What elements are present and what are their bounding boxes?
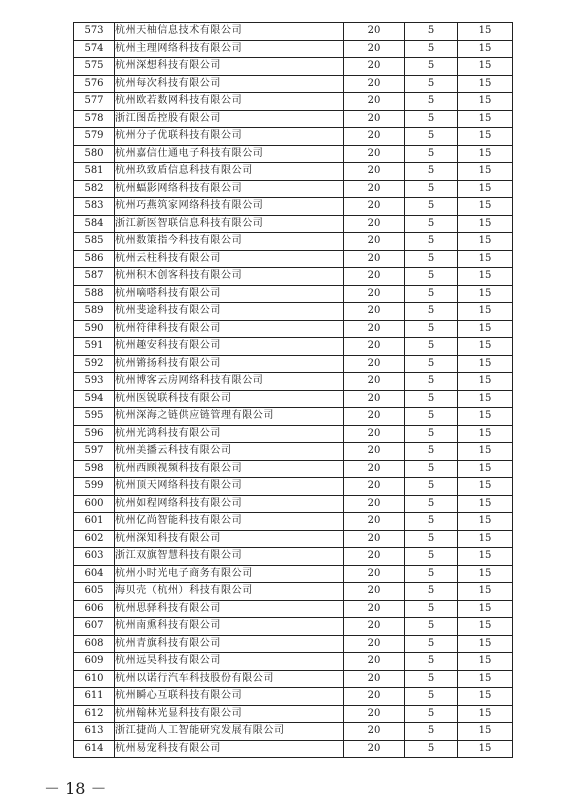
value-a: 20 bbox=[344, 320, 405, 338]
row-number: 573 bbox=[74, 23, 115, 41]
value-b: 5 bbox=[405, 233, 458, 251]
company-name: 海贝壳（杭州）科技有限公司 bbox=[115, 583, 344, 601]
row-number: 603 bbox=[74, 548, 115, 566]
value-a: 20 bbox=[344, 635, 405, 653]
row-number: 574 bbox=[74, 40, 115, 58]
value-b: 5 bbox=[405, 495, 458, 513]
table-row bbox=[74, 495, 513, 513]
value-a: 20 bbox=[344, 495, 405, 513]
row-number: 597 bbox=[74, 443, 115, 461]
table-row bbox=[74, 688, 513, 706]
row-number: 590 bbox=[74, 320, 115, 338]
value-b: 5 bbox=[405, 40, 458, 58]
value-b: 5 bbox=[405, 303, 458, 321]
company-name: 杭州蝠影网络科技有限公司 bbox=[115, 180, 344, 198]
value-a: 20 bbox=[344, 723, 405, 741]
value-b: 5 bbox=[405, 338, 458, 356]
table-row bbox=[74, 110, 513, 128]
value-a: 20 bbox=[344, 565, 405, 583]
table-row bbox=[74, 23, 513, 41]
row-number: 610 bbox=[74, 670, 115, 688]
value-a: 20 bbox=[344, 215, 405, 233]
value-b: 5 bbox=[405, 285, 458, 303]
row-number: 611 bbox=[74, 688, 115, 706]
value-a: 20 bbox=[344, 198, 405, 216]
value-c: 15 bbox=[458, 215, 513, 233]
table-row bbox=[74, 443, 513, 461]
company-name: 杭州远昊科技有限公司 bbox=[115, 653, 344, 671]
value-b: 5 bbox=[405, 460, 458, 478]
row-number: 606 bbox=[74, 600, 115, 618]
value-a: 20 bbox=[344, 233, 405, 251]
table-row bbox=[74, 705, 513, 723]
company-name: 浙江双旗智慧科技有限公司 bbox=[115, 548, 344, 566]
table-row bbox=[74, 635, 513, 653]
value-c: 15 bbox=[458, 250, 513, 268]
company-name: 杭州数策指今科技有限公司 bbox=[115, 233, 344, 251]
value-b: 5 bbox=[405, 268, 458, 286]
value-c: 15 bbox=[458, 530, 513, 548]
row-number: 609 bbox=[74, 653, 115, 671]
value-c: 15 bbox=[458, 513, 513, 531]
table-row bbox=[74, 145, 513, 163]
value-c: 15 bbox=[458, 285, 513, 303]
value-c: 15 bbox=[458, 618, 513, 636]
value-a: 20 bbox=[344, 338, 405, 356]
row-number: 592 bbox=[74, 355, 115, 373]
value-c: 15 bbox=[458, 338, 513, 356]
table-row bbox=[74, 250, 513, 268]
table-row bbox=[74, 285, 513, 303]
value-a: 20 bbox=[344, 110, 405, 128]
value-b: 5 bbox=[405, 740, 458, 758]
row-number: 594 bbox=[74, 390, 115, 408]
value-b: 5 bbox=[405, 723, 458, 741]
value-a: 20 bbox=[344, 373, 405, 391]
company-table bbox=[73, 22, 513, 758]
company-name: 杭州思驿科技有限公司 bbox=[115, 600, 344, 618]
table-row bbox=[74, 75, 513, 93]
row-number: 601 bbox=[74, 513, 115, 531]
value-c: 15 bbox=[458, 145, 513, 163]
value-a: 20 bbox=[344, 478, 405, 496]
company-name: 杭州每次科技有限公司 bbox=[115, 75, 344, 93]
company-name: 杭州锵扬科技有限公司 bbox=[115, 355, 344, 373]
row-number: 575 bbox=[74, 58, 115, 76]
value-c: 15 bbox=[458, 688, 513, 706]
value-a: 20 bbox=[344, 303, 405, 321]
table-row bbox=[74, 215, 513, 233]
company-name: 杭州嘀嗒科技有限公司 bbox=[115, 285, 344, 303]
value-a: 20 bbox=[344, 443, 405, 461]
table-row bbox=[74, 180, 513, 198]
row-number: 600 bbox=[74, 495, 115, 513]
row-number: 602 bbox=[74, 530, 115, 548]
row-number: 614 bbox=[74, 740, 115, 758]
value-b: 5 bbox=[405, 618, 458, 636]
row-number: 591 bbox=[74, 338, 115, 356]
company-name: 杭州如程网络科技有限公司 bbox=[115, 495, 344, 513]
value-a: 20 bbox=[344, 390, 405, 408]
value-a: 20 bbox=[344, 355, 405, 373]
row-number: 581 bbox=[74, 163, 115, 181]
value-c: 15 bbox=[458, 355, 513, 373]
value-b: 5 bbox=[405, 215, 458, 233]
value-c: 15 bbox=[458, 320, 513, 338]
value-b: 5 bbox=[405, 478, 458, 496]
value-c: 15 bbox=[458, 110, 513, 128]
company-name: 杭州医锐联科技有限公司 bbox=[115, 390, 344, 408]
company-name: 杭州深知科技有限公司 bbox=[115, 530, 344, 548]
value-b: 5 bbox=[405, 653, 458, 671]
value-b: 5 bbox=[405, 58, 458, 76]
value-b: 5 bbox=[405, 688, 458, 706]
company-name: 杭州翰林光显科技有限公司 bbox=[115, 705, 344, 723]
company-name: 杭州积木创客科技有限公司 bbox=[115, 268, 344, 286]
value-a: 20 bbox=[344, 145, 405, 163]
company-name: 杭州云柱科技有限公司 bbox=[115, 250, 344, 268]
row-number: 580 bbox=[74, 145, 115, 163]
table-row bbox=[74, 390, 513, 408]
value-b: 5 bbox=[405, 373, 458, 391]
value-c: 15 bbox=[458, 163, 513, 181]
value-b: 5 bbox=[405, 513, 458, 531]
value-b: 5 bbox=[405, 23, 458, 41]
value-a: 20 bbox=[344, 688, 405, 706]
table-body bbox=[74, 23, 513, 758]
value-a: 20 bbox=[344, 653, 405, 671]
value-b: 5 bbox=[405, 408, 458, 426]
table-row bbox=[74, 198, 513, 216]
value-a: 20 bbox=[344, 618, 405, 636]
value-b: 5 bbox=[405, 390, 458, 408]
row-number: 576 bbox=[74, 75, 115, 93]
value-a: 20 bbox=[344, 58, 405, 76]
table-row bbox=[74, 163, 513, 181]
value-c: 15 bbox=[458, 268, 513, 286]
value-c: 15 bbox=[458, 443, 513, 461]
row-number: 598 bbox=[74, 460, 115, 478]
company-name: 杭州亿尚智能科技有限公司 bbox=[115, 513, 344, 531]
value-b: 5 bbox=[405, 93, 458, 111]
table-row bbox=[74, 320, 513, 338]
row-number: 607 bbox=[74, 618, 115, 636]
value-c: 15 bbox=[458, 128, 513, 146]
row-number: 583 bbox=[74, 198, 115, 216]
value-a: 20 bbox=[344, 425, 405, 443]
table-row bbox=[74, 128, 513, 146]
table-row bbox=[74, 513, 513, 531]
value-b: 5 bbox=[405, 548, 458, 566]
company-name: 杭州欧若数网科技有限公司 bbox=[115, 93, 344, 111]
row-number: 599 bbox=[74, 478, 115, 496]
row-number: 613 bbox=[74, 723, 115, 741]
company-name: 杭州天柚信息技术有限公司 bbox=[115, 23, 344, 41]
company-name: 浙江新医智联信息科技有限公司 bbox=[115, 215, 344, 233]
value-b: 5 bbox=[405, 110, 458, 128]
value-a: 20 bbox=[344, 23, 405, 41]
value-b: 5 bbox=[405, 705, 458, 723]
row-number: 608 bbox=[74, 635, 115, 653]
row-number: 612 bbox=[74, 705, 115, 723]
table-row bbox=[74, 338, 513, 356]
row-number: 596 bbox=[74, 425, 115, 443]
value-c: 15 bbox=[458, 495, 513, 513]
table-row bbox=[74, 600, 513, 618]
value-a: 20 bbox=[344, 600, 405, 618]
value-a: 20 bbox=[344, 128, 405, 146]
value-c: 15 bbox=[458, 233, 513, 251]
company-name: 杭州南熏科技有限公司 bbox=[115, 618, 344, 636]
table-row bbox=[74, 548, 513, 566]
value-c: 15 bbox=[458, 740, 513, 758]
table-row bbox=[74, 740, 513, 758]
value-b: 5 bbox=[405, 145, 458, 163]
value-b: 5 bbox=[405, 355, 458, 373]
value-b: 5 bbox=[405, 635, 458, 653]
value-c: 15 bbox=[458, 460, 513, 478]
company-name: 杭州巧燕筑家网络科技有限公司 bbox=[115, 198, 344, 216]
table-row bbox=[74, 93, 513, 111]
value-c: 15 bbox=[458, 705, 513, 723]
value-b: 5 bbox=[405, 128, 458, 146]
value-c: 15 bbox=[458, 425, 513, 443]
value-a: 20 bbox=[344, 705, 405, 723]
company-name: 杭州西顾视频科技有限公司 bbox=[115, 460, 344, 478]
company-name: 杭州顶天网络科技有限公司 bbox=[115, 478, 344, 496]
page-number: － 18 － bbox=[44, 779, 107, 798]
row-number: 588 bbox=[74, 285, 115, 303]
value-b: 5 bbox=[405, 250, 458, 268]
company-name: 杭州主理网络科技有限公司 bbox=[115, 40, 344, 58]
table-row bbox=[74, 653, 513, 671]
row-number: 595 bbox=[74, 408, 115, 426]
company-name: 杭州以诺行汽车科技股份有限公司 bbox=[115, 670, 344, 688]
value-b: 5 bbox=[405, 180, 458, 198]
row-number: 589 bbox=[74, 303, 115, 321]
value-c: 15 bbox=[458, 653, 513, 671]
row-number: 586 bbox=[74, 250, 115, 268]
value-a: 20 bbox=[344, 740, 405, 758]
company-name: 杭州嘉信仕通电子科技有限公司 bbox=[115, 145, 344, 163]
value-c: 15 bbox=[458, 548, 513, 566]
table-row bbox=[74, 565, 513, 583]
value-b: 5 bbox=[405, 600, 458, 618]
value-b: 5 bbox=[405, 163, 458, 181]
company-name: 杭州深海之链供应链管理有限公司 bbox=[115, 408, 344, 426]
value-b: 5 bbox=[405, 320, 458, 338]
value-a: 20 bbox=[344, 250, 405, 268]
value-b: 5 bbox=[405, 425, 458, 443]
row-number: 593 bbox=[74, 373, 115, 391]
table-row bbox=[74, 583, 513, 601]
row-number: 585 bbox=[74, 233, 115, 251]
company-name: 浙江图岳控股有限公司 bbox=[115, 110, 344, 128]
table-row bbox=[74, 303, 513, 321]
table-row bbox=[74, 618, 513, 636]
table-row bbox=[74, 460, 513, 478]
row-number: 578 bbox=[74, 110, 115, 128]
company-name: 杭州青旗科技有限公司 bbox=[115, 635, 344, 653]
table-row bbox=[74, 478, 513, 496]
table-row bbox=[74, 58, 513, 76]
company-name: 杭州小时光电子商务有限公司 bbox=[115, 565, 344, 583]
company-name: 杭州美播云科技有限公司 bbox=[115, 443, 344, 461]
value-b: 5 bbox=[405, 530, 458, 548]
value-a: 20 bbox=[344, 163, 405, 181]
value-c: 15 bbox=[458, 600, 513, 618]
value-c: 15 bbox=[458, 75, 513, 93]
row-number: 584 bbox=[74, 215, 115, 233]
value-c: 15 bbox=[458, 723, 513, 741]
value-a: 20 bbox=[344, 40, 405, 58]
company-name: 浙江捷尚人工智能研究发展有限公司 bbox=[115, 723, 344, 741]
value-c: 15 bbox=[458, 478, 513, 496]
value-a: 20 bbox=[344, 285, 405, 303]
table-row bbox=[74, 408, 513, 426]
value-a: 20 bbox=[344, 75, 405, 93]
value-a: 20 bbox=[344, 180, 405, 198]
value-b: 5 bbox=[405, 583, 458, 601]
table-row bbox=[74, 373, 513, 391]
row-number: 579 bbox=[74, 128, 115, 146]
row-number: 587 bbox=[74, 268, 115, 286]
row-number: 582 bbox=[74, 180, 115, 198]
value-b: 5 bbox=[405, 75, 458, 93]
value-a: 20 bbox=[344, 548, 405, 566]
company-name: 杭州分子优联科技有限公司 bbox=[115, 128, 344, 146]
value-c: 15 bbox=[458, 303, 513, 321]
value-a: 20 bbox=[344, 670, 405, 688]
value-a: 20 bbox=[344, 268, 405, 286]
company-name: 杭州瞬心互联科技有限公司 bbox=[115, 688, 344, 706]
value-c: 15 bbox=[458, 198, 513, 216]
value-c: 15 bbox=[458, 40, 513, 58]
company-name: 杭州玖致盾信息科技有限公司 bbox=[115, 163, 344, 181]
company-name: 杭州符律科技有限公司 bbox=[115, 320, 344, 338]
value-b: 5 bbox=[405, 198, 458, 216]
row-number: 577 bbox=[74, 93, 115, 111]
table-row bbox=[74, 670, 513, 688]
company-name: 杭州光鸿科技有限公司 bbox=[115, 425, 344, 443]
value-a: 20 bbox=[344, 93, 405, 111]
table-row bbox=[74, 425, 513, 443]
value-c: 15 bbox=[458, 670, 513, 688]
company-name: 杭州斐途科技有限公司 bbox=[115, 303, 344, 321]
company-name: 杭州深想科技有限公司 bbox=[115, 58, 344, 76]
row-number: 605 bbox=[74, 583, 115, 601]
row-number: 604 bbox=[74, 565, 115, 583]
table-row bbox=[74, 268, 513, 286]
value-c: 15 bbox=[458, 58, 513, 76]
value-a: 20 bbox=[344, 460, 405, 478]
value-a: 20 bbox=[344, 513, 405, 531]
company-name: 杭州易宠科技有限公司 bbox=[115, 740, 344, 758]
value-c: 15 bbox=[458, 180, 513, 198]
value-c: 15 bbox=[458, 390, 513, 408]
value-b: 5 bbox=[405, 443, 458, 461]
value-a: 20 bbox=[344, 583, 405, 601]
value-b: 5 bbox=[405, 670, 458, 688]
value-c: 15 bbox=[458, 635, 513, 653]
value-a: 20 bbox=[344, 408, 405, 426]
table-row bbox=[74, 233, 513, 251]
value-c: 15 bbox=[458, 373, 513, 391]
value-c: 15 bbox=[458, 93, 513, 111]
table-row bbox=[74, 40, 513, 58]
company-name: 杭州趣安科技有限公司 bbox=[115, 338, 344, 356]
table-row bbox=[74, 530, 513, 548]
value-c: 15 bbox=[458, 583, 513, 601]
value-c: 15 bbox=[458, 565, 513, 583]
table-row bbox=[74, 723, 513, 741]
value-b: 5 bbox=[405, 565, 458, 583]
value-c: 15 bbox=[458, 408, 513, 426]
table-row bbox=[74, 355, 513, 373]
company-name: 杭州博客云房网络科技有限公司 bbox=[115, 373, 344, 391]
value-c: 15 bbox=[458, 23, 513, 41]
value-a: 20 bbox=[344, 530, 405, 548]
